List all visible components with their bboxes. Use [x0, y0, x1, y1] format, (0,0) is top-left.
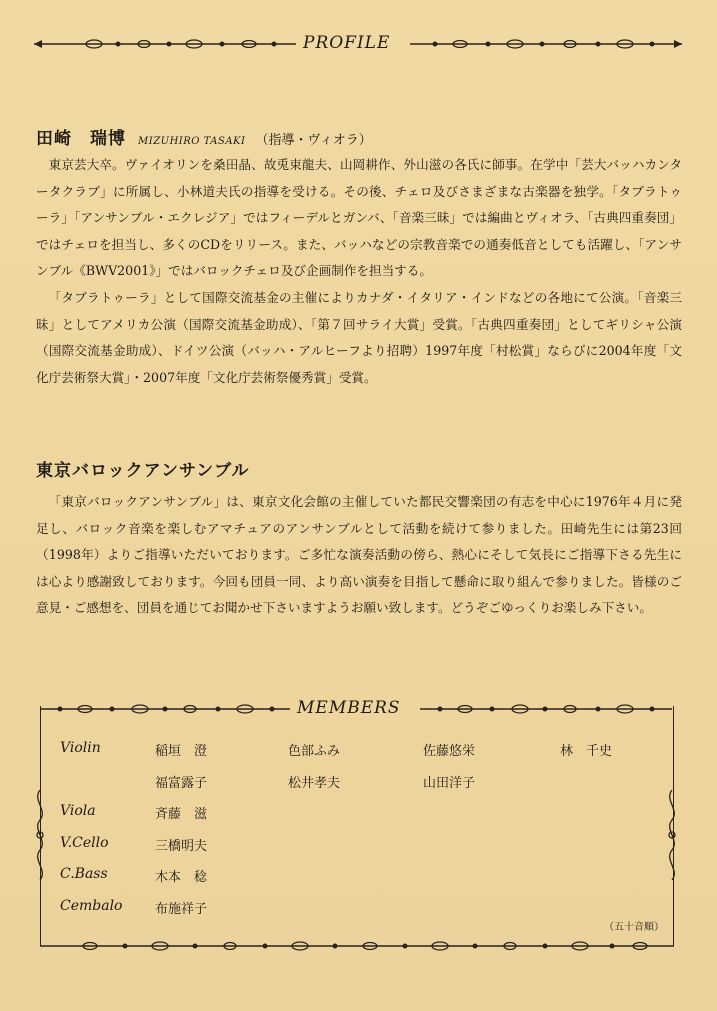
curl-ornament-left [30, 790, 50, 880]
ensemble-paragraph: 「東京バロックアンサンブル」は、東京文化会館の主催していた都民交響楽団の有志を中心に1976年４月に発足し、バロック音楽を楽しむアマチュアのアンサンブルとして活動を続けて参りました。田崎先生には第23回（1998年）よりご指導いただいております。ご多忙な演奏活動の傍ら、熱心にそして気長にご指導下さる先生には心より感謝致しております。今回も団員一同、より高い演奏を目指して懸命に取り組んで参りました。皆様のご意見・ご感想を、団員を通じてお聞かせ下さいますようお願い致します。どうぞごゆっくりお楽しみ下さい。 [36, 494, 682, 616]
bio-paragraph: 「タブラトゥーラ」として国際交流基金の主催によりカナダ・イタリア・インドなどの各地にて公演。「音楽三昧」としてアメリカ公演（国際交流基金助成）、「第７回サライ大賞」受賞。「古典四重奏団」としてギリシャ公演（国際交流基金助成）、ドイツ公演（バッハ・アルヒーフより招聘）1997年度「村松賞」ならびに2004年度「文化庁芸術祭大賞」・2007年度「文化庁芸術祭優秀賞」受賞。 [36, 289, 682, 385]
member-row-viola [60, 803, 660, 835]
name-family: 田崎 [36, 129, 72, 149]
ensemble-title: 東京バロックアンサンブル [36, 461, 250, 481]
profile-ornament-left [34, 37, 296, 51]
member-name: 布施祥子 [155, 901, 208, 917]
member-name: 色部ふみ [288, 744, 341, 759]
part-label: V.Cello [60, 834, 109, 851]
member-name: 林 千史 [560, 744, 613, 759]
members-title: MEMBERS [297, 698, 401, 718]
part-label: C.Bass [60, 866, 108, 882]
ensemble-description [36, 489, 682, 622]
member-row-violin-2 [60, 772, 660, 804]
part-label: Cembalo [60, 897, 123, 914]
member-name: 木本 稔 [155, 870, 208, 885]
part-label: Violin [60, 740, 101, 756]
member-name: 松井孝夫 [288, 775, 341, 791]
member-name: 三橋明夫 [155, 838, 208, 854]
curl-ornament-right [662, 790, 682, 880]
member-name: 佐藤悠栄 [423, 744, 476, 759]
member-name: 斉藤 滋 [155, 807, 208, 822]
profile-heading [36, 124, 372, 149]
name-given: 瑞博 [90, 129, 126, 149]
name-roman: MIZUHIRO TASAKI [138, 136, 246, 147]
ordering-note: （五十音順） [604, 922, 664, 933]
member-name: 福富露子 [155, 775, 208, 791]
profile-ornament-right [410, 37, 682, 51]
member-row-cembalo [60, 898, 660, 930]
part-label: Viola [60, 803, 96, 819]
profile-title: PROFILE [303, 33, 391, 53]
member-row-violin-1 [60, 740, 660, 772]
member-name: 稲垣 澄 [155, 744, 208, 759]
member-name: 山田洋子 [423, 775, 476, 791]
member-row-bass [60, 866, 660, 898]
profile-bio [36, 152, 682, 391]
bio-paragraph: 東京芸大卒。ヴァイオリンを桑田晶、故兎束龍夫、山岡耕作、外山滋の各氏に師事。在学中「芸大バッハカンタータクラブ」に所属し、小林道夫氏の指導を受ける。その後、チェロ及びさまざまな古楽器を独学。「タブラトゥーラ」「アンサンブル・エクレジア」ではフィーデルとガンバ、「音楽三昧」では編曲とヴィオラ、「古典四重奏団」ではチェロを担当し、多くのCDをリリース。また、バッハなどの宗教音楽での通奏低音としても活躍し、「アンサンブル《BWV2001》」ではバロックチェロ及び企画制作を担当する。 [36, 157, 682, 279]
member-row-cello [60, 835, 660, 867]
members-list [60, 740, 660, 929]
role: （指導・ヴィオラ） [255, 133, 372, 148]
members-ornament-bottom [40, 939, 674, 953]
